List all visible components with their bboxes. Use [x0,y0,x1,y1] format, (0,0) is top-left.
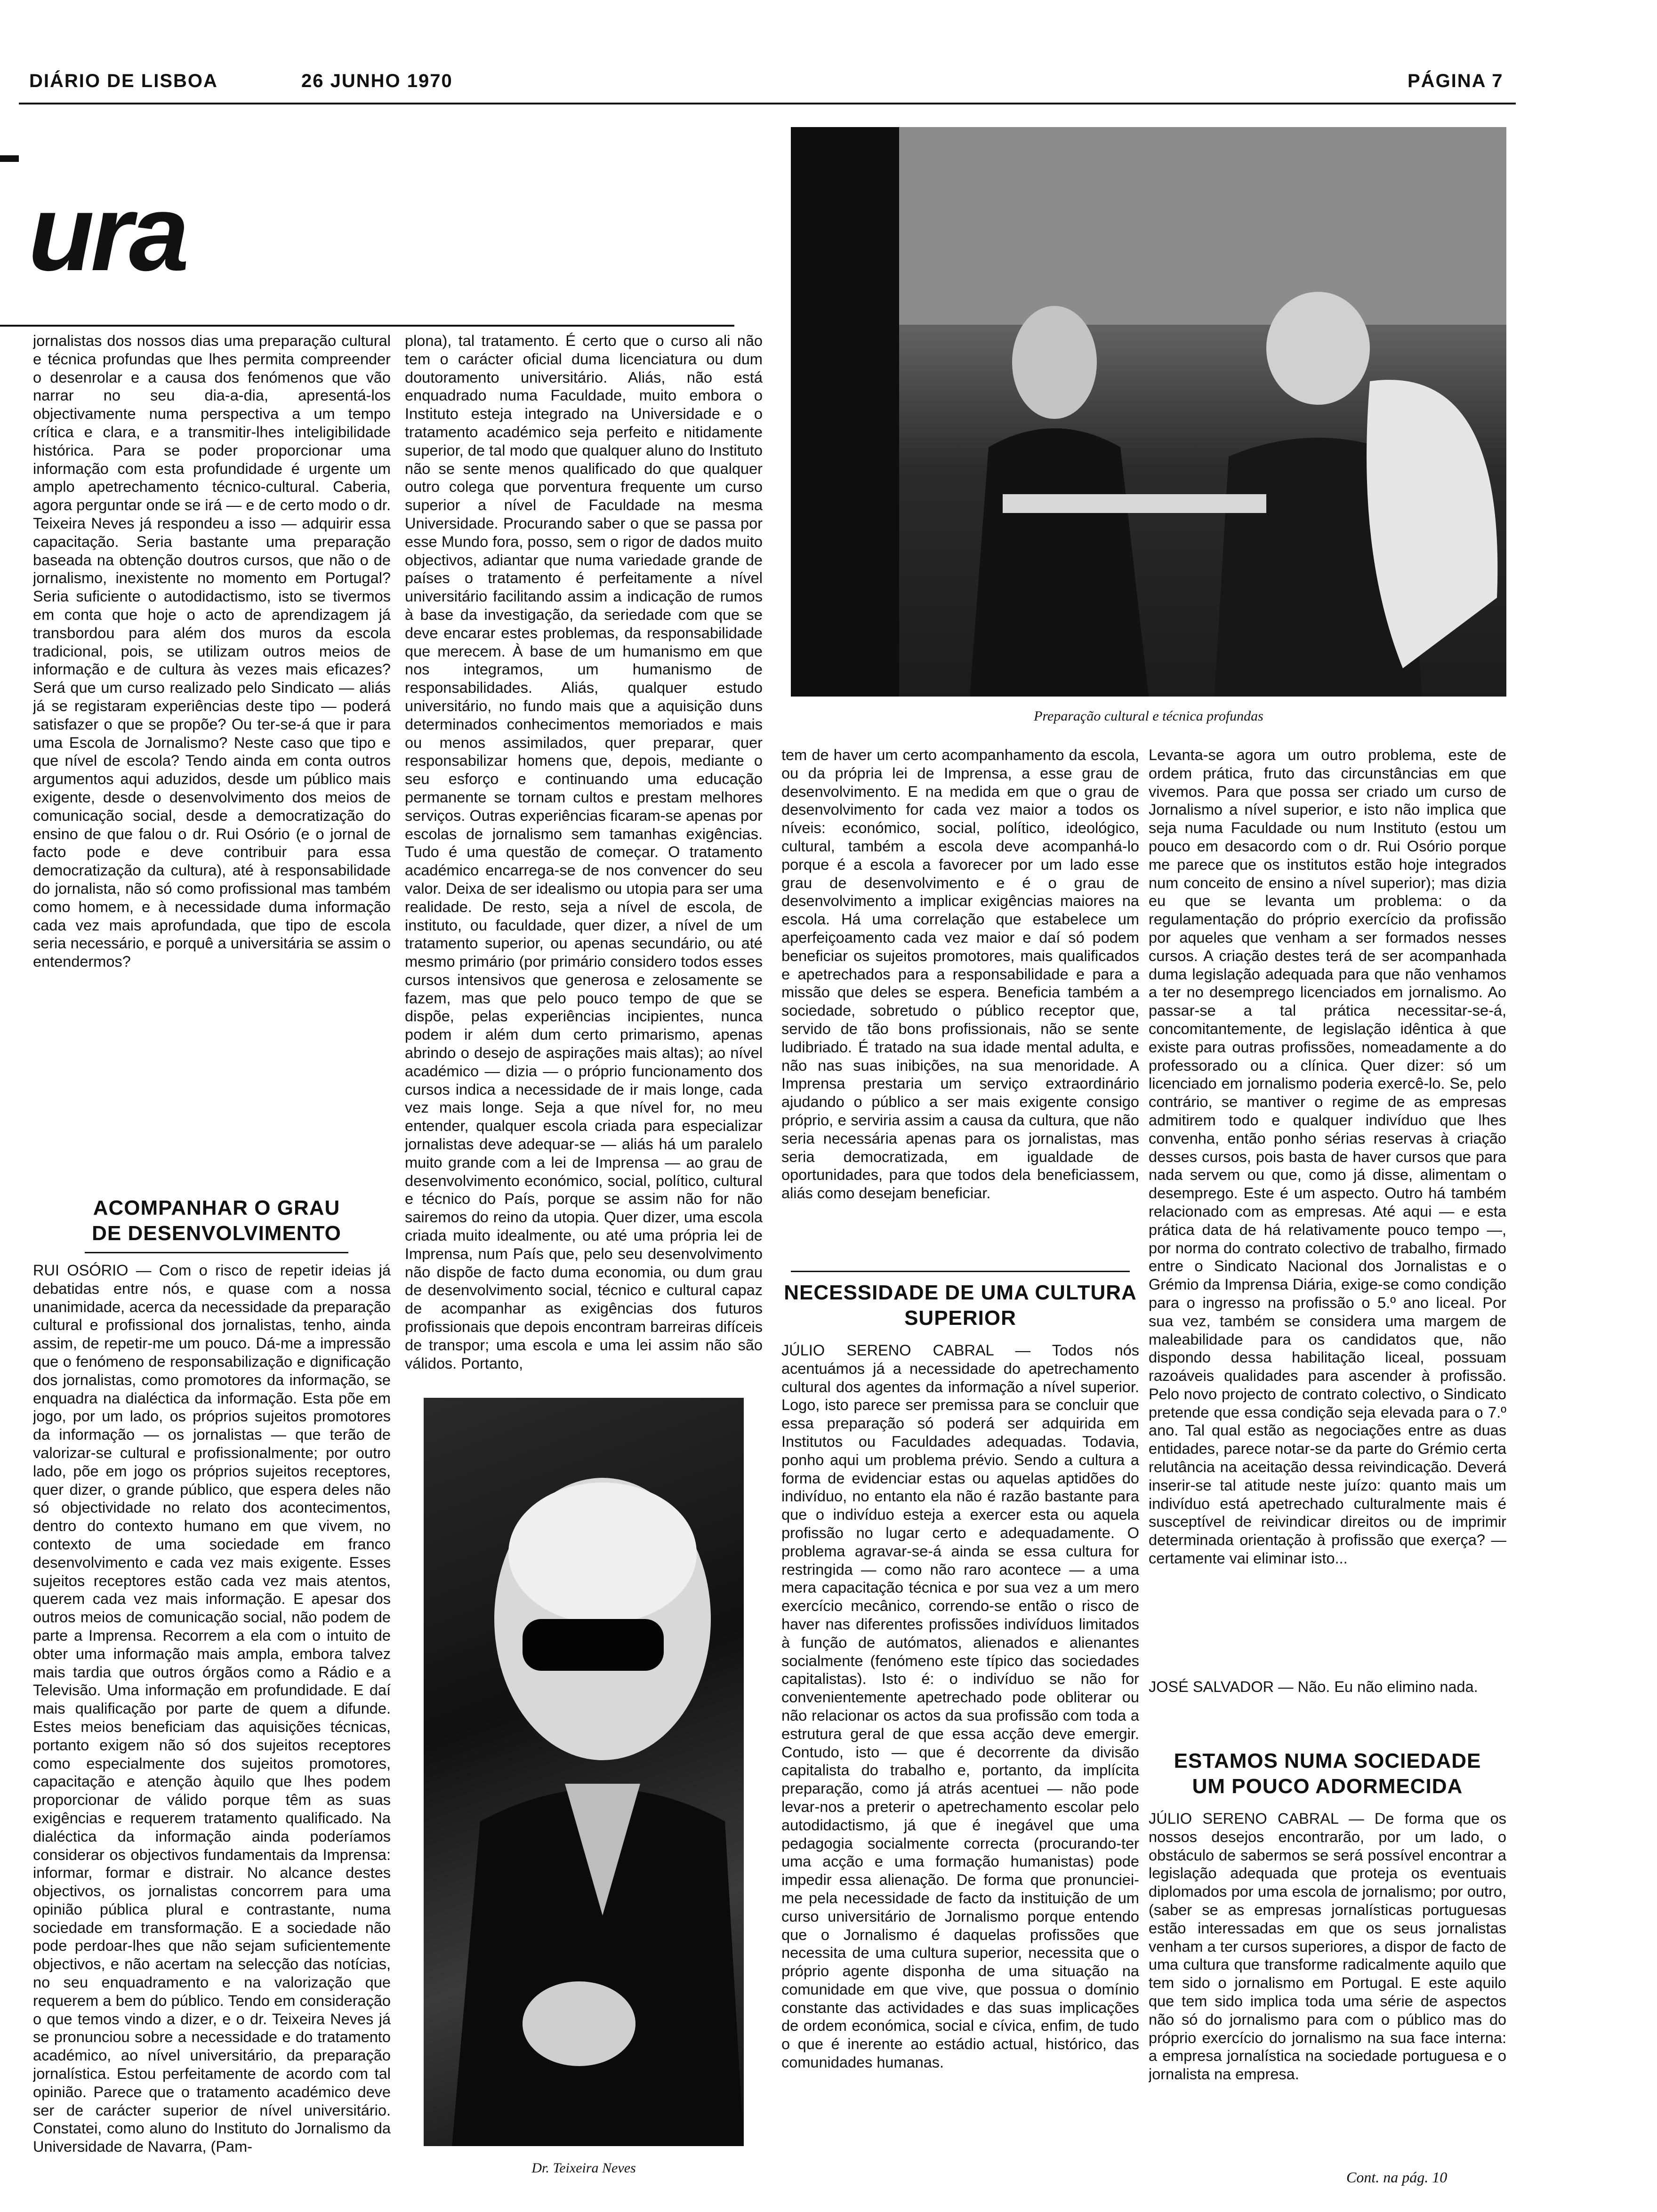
portrait-figure [424,1398,744,2146]
column-3-text: tem de haver um certo acompanhamento da escola, ou da própria lei de Imprensa, a esse grau de desenvolvimento. E na medida em que o grau de desenvolvimento for cada vez maior a todos os níveis: económico, social, político, ideológico, cultural, também a escola deve acompanhá-lo porque é a escola a favorecer por um lado esse grau de desenvolvimento e é o grau de desenvolvimento a implicar exigências maiores na escola. Há uma correlação que estabelece um aperfeiçoamento cada vez maior e daí só podem beneficiar os sujeitos promotores, mais qualificados e apetrechados para a responsabilidade e para a missão que deles se espera. Beneficia também a sociedade, sobretudo o público receptor que, servido de tão bons profissionais, não se sente ludibriado. É tratado na sua idade mental adulta, e não nas suas inibições, na sua menoridade. A Imprensa prestaria um serviço extraordinário ajudando o público a ser mais exigente consigo próprio, e serviria assim a causa da cultura, que não seria necessária apenas para os jornalistas, mas seria democratizada, em igualdade de oportunidades, para que todos dela beneficiassem, aliás como desejam beneficiar. [781,746,1139,1202]
portrait-photo [424,1398,744,2146]
column-3-text-2: JÚLIO SERENO CABRAL — Todos nós acentuámos já a necessidade do apetrechamento cultural dos agentes da informação a nível superior. Logo, isto parece ser premissa para se concluir que essa preparação só poderá ser adquirida em Institutos ou Faculdades adequadas. Todavia, ponho aqui um problema prévio. Sendo a cultura a forma de evidenciar estas ou aquelas aptidões do indivíduo, no entanto ela não é razão bastante para que o indivíduo esteja a exercer esta ou aquela profissão no lugar certo e adequadamente. O problema agravar-se-á ainda se essa cultura for restringida — como não raro acontece — a uma mera capacitação técnica e por sua vez a um mero exercício mecânico, correndo-se então o risco de haver nas diferentes profissões indivíduos limitados à função de autómatos, alienados e alienantes socialmente (fenómeno este típico das sociedades capitalistas). Isto é: o indivíduo se não for convenientemente apetrechado pode obliterar ou não relacionar os actos da sua profissão com toda a estrutura geral de que essa acção deve emergir. Contudo, isto — que é decorrente da divisão capitalista do trabalho e, portanto, da implícita preparação, como já atrás acentuei — não pode levar-nos a preterir o apetrechamento escolar pelo autodidactismo, já que é inegável que uma pedagogia socialmente correcta (procurando-ter uma acção e uma formação humanistas) pode impedir essa alienação. De forma que pronunciei-me pela necessidade de facto da instituição de um curso universitário de Jornalismo porque entendo que o Jornalismo é daquelas profissões que necessita de uma cultura superior, necessita que o próprio agente disponha de uma situação na comunidade em que vive, que possua o domínio constante das actividades e das suas implicações de ordem económica, social e cívica, enfim, de tudo o que é inerente ao estádio actual, histórico, das comunidades humanas. [781,1342,1139,2071]
masthead-rule [19,103,1516,104]
newspaper-name: DIÁRIO DE LISBOA [29,71,218,91]
headline-rule [0,325,734,327]
headline-left-tick [0,155,19,162]
continuation-note: Cont. na pág. 10 [1346,2169,1448,2186]
column-1-text: jornalistas dos nossos dias uma preparação cultural e técnica profundas que lhes permita compreender o desenrolar e a causa dos fenómenos que vão narrar no seu dia-a-dia, apresentá-los objectivamente numa perspectiva a um tempo crítica e clara, e a transmitir-lhes inteligibilidade histórica. Para se poder proporcionar uma informação com esta profundidade é urgente um amplo apetrechamento técnico-cultural. Caberia, agora perguntar onde se irá — e de certo modo o dr. Teixeira Neves já respondeu a isso — adquirir essa capacitação. Seria bastante uma preparação baseada na obtenção doutros cursos, que não o de jornalismo, inexistente no momento em Portugal? Seria suficiente o autodidactismo, isto se tivermos em conta que hoje o acto de aprendizagem já transbordou para além dos muros da escola tradicional, pois, se utilizam outros meios de informação e de cultura às vezes mais eficazes? Será que um curso realizado pelo Sindicato — aliás já se registaram experiências deste tipo — poderá satisfazer o que se propõe? Ou ter-se-á que ir para uma Escola de Jornalismo? Neste caso que tipo e que nível de escola? Tendo ainda em conta outros argumentos aqui aduzidos, desde um público mais exigente, desde o desenvolvimento dos meios de comunicação social, desde a democratização do ensino de que falou o dr. Rui Osório (e o jornal de facto pode e deve contribuir para essa democratização da cultura), até à responsabilidade do jornalista, não só como profissional mas também como homem, e à necessidade duma informação cada vez mais aprofundada, que tipo de escola seria necessário, e porquê a universitária se assim o entendermos? [33,332,391,970]
portrait-caption: Dr. Teixeira Neves [531,2160,636,2176]
subhead-estamos: ESTAMOS NUMA SOCIEDADE UM POUCO ADORMECIDA [1174,1749,1481,1798]
column-4-text-b: JOSÉ SALVADOR — Não. Eu não elimino nada. [1149,1678,1478,1695]
column-4-text-2: JÚLIO SERENO CABRAL — De forma que os nossos desejos encontrarão, por um lado, o obstáculo de sabermos se será possível encontrar a legislação adequada que proteja os eventuais diplomados por uma escola de jornalismo; por outro, (saber se as empresas jornalísticas portuguesas estão interessadas em que os seus jornalistas venham a ter cursos superiores, a dispor de facto de uma cultura que transforme radicalmente aquilo que tem sido o jornalismo em Portugal. E este aquilo que tem sido implica toda uma série de aspectos não só do jornalismo para com o público mas do próprio exercício do jornalismo na sua face interna: a empresa jornalística na sociedade portuguesa e o jornalista na empresa. [1149,1810,1506,2083]
subhead-necessidade: NECESSIDADE DE UMA CULTURA SUPERIOR [784,1281,1137,1330]
group-photo [791,127,1506,697]
column-1-text-2: RUI OSÓRIO — Com o risco de repetir ideias já debatidas entre nós, e quase com a nossa unanimidade, acerca da necessidade da preparação cultural e profissional dos jornalistas, tenho, ainda assim, de repetir-me um pouco. Dá-me a impressão que o fenómeno de responsabilização e dignificação dos jornalistas, como promotores da informação, se enquadra na dialéctica da informação. Esta põe em jogo, por um lado, os próprios sujeitos promotores da informação — os jornalistas — que terão de valorizar-se cultural e profissionalmente; por outro lado, põe em jogo os próprios sujeitos receptores, quer dizer, o grande público, que espera deles não só objectividade no relato dos acontecimentos, dentro do contexto humano em que vivem, no contexto de uma sociedade em franco desenvolvimento e cada vez mais exigente. Esses sujeitos receptores estão cada vez mais atentos, querem cada vez mais informação. E apesar dos outros meios de comunicação social, não podem de parte a Imprensa. Recorrem a ela com o intuito de obter uma informação mais ampla, embora talvez mais tardia que outros órgãos como a Rádio e a Televisão. Uma informação em profundidade. E daí mais qualificação por parte de quem a difunde. Estes meios beneficiam das aquisições técnicas, portanto exigem não só dos sujeitos receptores como especialmente dos sujeitos promotores, capacitação e atenção àquilo que lhes podem proporcionar de válido porque têm as suas exigências e requerem tratamento qualificado. Na dialéctica da informação ainda poderíamos considerar os objectivos fundamentais da Imprensa: informar, formar e distrair. No alcance destes objectivos, os jornalistas concorrem para uma opinião pública plural e contrastante, numa sociedade em transformação. E a sociedade não pode perdoar-lhes que não sejam suficientemente objectivos, e não acertam na selecção das notícias, no seu enquadramento e na valorização que requerem a bem do público. Tendo em consideração o que temos vindo a dizer, e o dr. Teixeira Neves já se pronunciou sobre a necessidade e do tratamento académico, ao nível universitário, da preparação jornalística. Estou perfeitamente de acordo com tal opinião. Parece que o tratamento académico deve ser de carácter superior de nível universitário. Constatei, como aluno do Instituto do Jornalismo da Universidade de Navarra, (Pam- [33,1262,391,2156]
group-photo-scene [791,127,1506,697]
headline-fragment: ura [28,172,185,293]
column-2-text: plona), tal tratamento. É certo que o curso ali não tem o carácter oficial duma licenciatura ou dum doutoramento universitário. Aliás, não está enquadrado numa Faculdade, muito embora o Instituto esteja integrado na Universidade e o tratamento académico seja perfeito e nitidamente superior, de tal modo que qualquer aluno do Instituto não se sente menos qualificado do que qualquer outro colega que porventura frequente um curso superior a nível de Faculdade na mesma Universidade. Procurando saber o que se passa por esse Mundo fora, posso, sem o rigor de dados muito objectivos, adiantar que numa variedade grande de países o tratamento é perfeitamente a nível universitário facilitando assim a indicação de rumos à base da investigação, da seriedade com que se deve encarar estes problemas, da responsabilidade que merecem. À base de um humanismo em que nos integramos, um humanismo de responsabilidades. Aliás, qualquer estudo universitário, no fundo mais que a aquisição duns determinados conhecimentos memoriados e mais ou menos assimilados, quer preparar, quer responsabilizar homens que, depois, mediante o seu esforço e continuando uma educação permanente se tornam cultos e prestam melhores serviços. Outras experiências ficaram-se apenas por escolas de jornalismo sem tamanhas exigências. Tudo é uma questão de começar. O tratamento académico encarrega-se de nos convencer do seu valor. Deixa de ser idealismo ou utopia para ser uma realidade. De resto, seja a nível de escola, de instituto, ou faculdade, quer dizer, a nível de um tratamento superior, ou apenas secundário, ou até mesmo primário (por primário considero todos esses cursos intensivos que generosa e zelosamente se fazem, mas que pelo pouco tempo de que se dispõe, pelas experiências incipientes, nunca podem ir além dum certo primarismo, apenas abrindo o desejo de aspirações mais altas); ao nível académico — dizia — o próprio funcionamento dos cursos indica a necessidade de ir mais longe, cada vez mais longe. Seja a que nível for, no meu entender, qualquer escola criada para especializar jornalistas deve adequar-se — aliás há um paralelo muito grande com a lei de Imprensa — ao grau de desenvolvimento económico, social, político, cultural e técnico do País, porque se assim não for não sairemos do reino da utopia. Quer dizer, uma escola criada muito idealmente, ou até uma própria lei de Imprensa, num País que, pelo seu desenvolvimento não dispõe de facto duma economia, ou dum grau de desenvolvimento social, técnico e cultural capaz de acompanhar as exigências dos futuros profissionais que depois encontram barreiras difíceis de transpor; uma escola e uma lei assim não são válidos. Portanto, [405,332,763,1372]
subhead-rule [85,1252,348,1253]
subhead-acompanhar: ACOMPANHAR O GRAU DE DESENVOLVIMENTO [92,1196,341,1245]
subhead-rule-2 [791,1271,1130,1272]
column-4-text: Levanta-se agora um outro problema, este de ordem prática, fruto das circunstâncias em que vivemos. Para que possa ser criado um curso de Jornalismo a nível superior, e isto não implica que seja numa Faculdade ou num Instituto (estou um pouco em desacordo com o dr. Rui Osório porque me parece que os institutos estão hoje integrados num conceito de ensino a nível superior); mas dizia eu que se levanta um problema: o da regulamentação do próprio exercício da profissão por aqueles que venham a ser formados nesses cursos. A criação destes terá de ser acompanhada duma legislação adequada para que não venhamos a ter no desemprego licenciados em jornalismo. Ao passar-se a tal prática necessitar-se-á, concomitantemente, de legislação idêntica à que existe para outras profissões, nomeadamente a do professorado ou a clínica. Quer dizer: só um licenciado em jornalismo poderia exercê-lo. Se, pelo contrário, se mantiver o regime de as empresas admitirem todo e qualquer indivíduo que lhes convenha, então ponho sérias reservas à criação desses cursos, pois basta de haver cursos que para nada servem ou que, como já disse, alimentam o desemprego. Este é um aspecto. Outro há também relacionado com as empresas. Até aqui — e esta prática data de há relativamente pouco tempo —, por norma do contrato colectivo de trabalho, firmado entre o Sindicato Nacional dos Jornalistas e o Grémio da Imprensa Diária, exige-se como condição para o ingresso na profissão o 5.º ano liceal. Por sua vez, também se considera uma margem de maleabilidade para os candidatos que, não dispondo dessa habilitação liceal, possuam razoáveis qualidades para ascender à profissão. Pelo novo projecto de contrato colectivo, o Sindicato pretende que essa condição seja elevada para o 7.º ano. Tal qual estão as negociações entre as duas entidades, parece notar-se da parte do Grémio certa relutância na aceitação dessa reivindicação. Deverá inserir-se tal atitude neste juízo: quanto mais um indivíduo está apetrechado culturalmente mais é susceptível de reivindicar direitos ou de imprimir determinada orientação à profissão que exerça? — certamente vai eliminar isto... [1149,746,1506,1567]
issue-date: 26 JUNHO 1970 [301,71,453,91]
group-caption: Preparação cultural e técnica profundas [1034,708,1263,724]
page-number: PÁGINA 7 [1408,71,1504,91]
